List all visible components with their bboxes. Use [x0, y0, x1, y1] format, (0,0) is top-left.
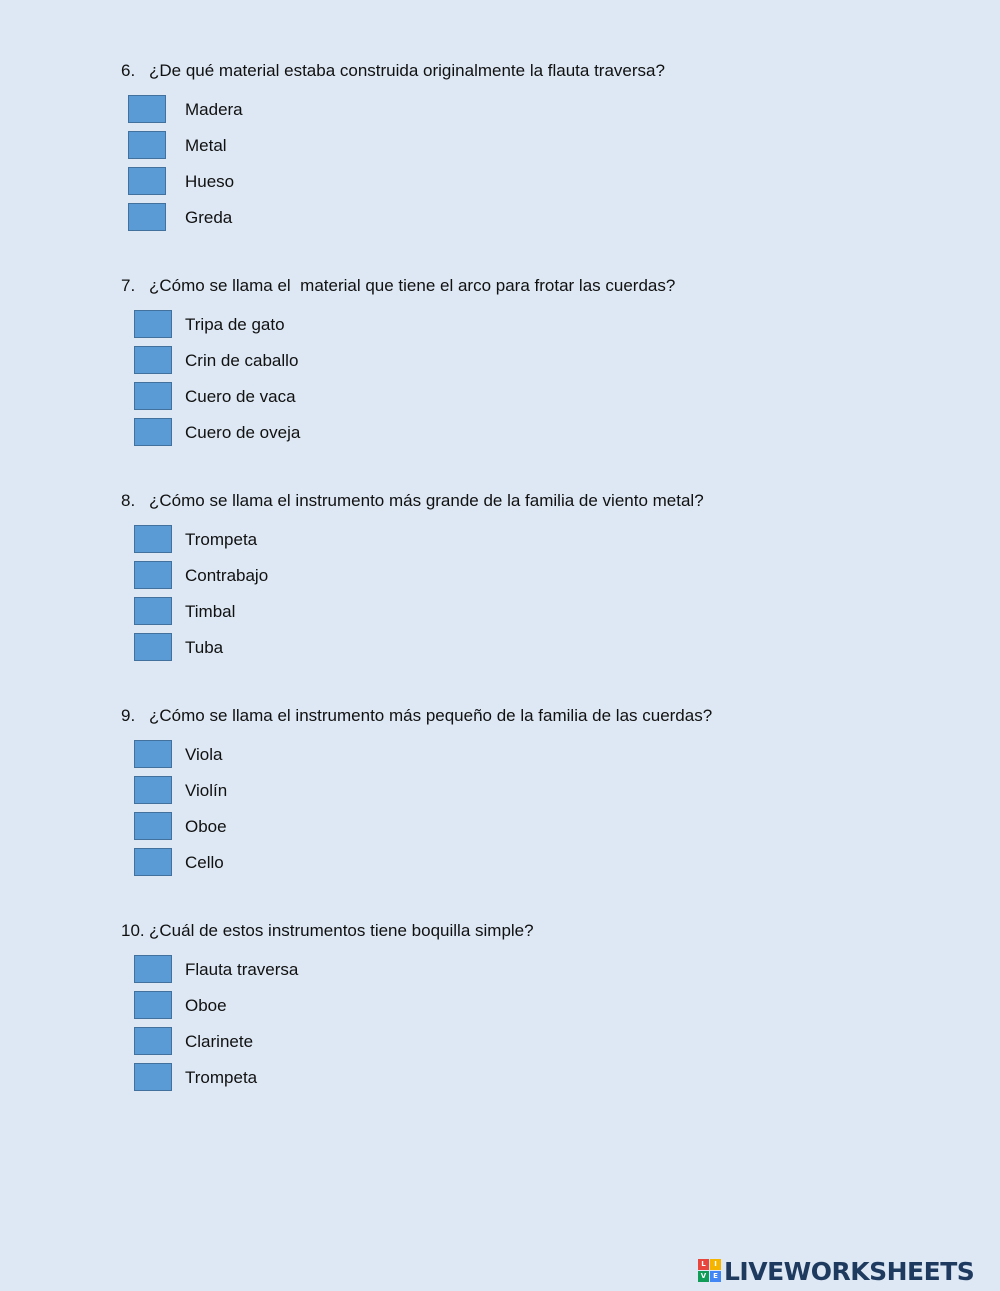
answer-checkbox[interactable]: [134, 740, 172, 768]
option: [121, 991, 981, 1027]
question-10: [121, 920, 981, 1099]
answer-checkbox[interactable]: [134, 382, 172, 410]
logo-block: E: [710, 1271, 721, 1282]
question-number: 8.: [121, 491, 136, 510]
answer-checkbox[interactable]: [134, 310, 172, 338]
option-label: Flauta traversa: [185, 960, 299, 979]
question-8: [121, 490, 981, 669]
logo-block: V: [698, 1271, 709, 1282]
options-list: [121, 955, 981, 1099]
answer-checkbox[interactable]: [134, 561, 172, 589]
question-prompt: ¿De qué material estaba construida originalmente la flauta traversa?: [149, 61, 665, 80]
question-text: [121, 920, 981, 942]
option-label: Violín: [185, 781, 228, 800]
option: [121, 597, 981, 633]
option-label: Tuba: [185, 638, 224, 657]
option-label: Trompeta: [185, 1068, 258, 1087]
option-label: Cuero de oveja: [185, 423, 301, 442]
option: [121, 167, 981, 203]
option-label: Metal: [185, 136, 227, 155]
answer-checkbox[interactable]: [134, 776, 172, 804]
logo-text: LIVEWORKSHEETS: [724, 1256, 975, 1286]
liveworksheets-logo: [698, 1256, 974, 1286]
answer-checkbox[interactable]: [134, 1063, 172, 1091]
option: [121, 633, 981, 669]
option: [121, 848, 981, 884]
question-text: [121, 60, 981, 82]
option-label: Timbal: [185, 602, 236, 621]
option-label: Clarinete: [185, 1032, 254, 1051]
question-text: [121, 275, 981, 297]
answer-checkbox[interactable]: [134, 633, 172, 661]
question-prompt: ¿Cómo se llama el instrumento más pequeño de la familia de las cuerdas?: [149, 706, 713, 725]
answer-checkbox[interactable]: [134, 848, 172, 876]
option-label: Oboe: [185, 817, 227, 836]
option: [121, 812, 981, 848]
option-label: Oboe: [185, 996, 227, 1015]
options-list: [121, 740, 981, 884]
logo-block: L: [698, 1259, 709, 1270]
option-label: Madera: [185, 100, 243, 119]
option-label: Cuero de vaca: [185, 387, 296, 406]
option: [121, 203, 981, 239]
option-label: Viola: [185, 745, 223, 764]
option: [121, 740, 981, 776]
option: [121, 95, 981, 131]
answer-checkbox[interactable]: [134, 955, 172, 983]
options-list: [121, 95, 981, 239]
option-label: Cello: [185, 853, 224, 872]
option: [121, 310, 981, 346]
option-label: Crin de caballo: [185, 351, 299, 370]
options-list: [121, 310, 981, 454]
option-label: Greda: [185, 208, 233, 227]
option: [121, 776, 981, 812]
option: [121, 955, 981, 991]
question-prompt: ¿Cómo se llama el instrumento más grande de la familia de viento metal?: [149, 491, 704, 510]
option: [121, 346, 981, 382]
logo-block: I: [710, 1259, 721, 1270]
question-number: 9.: [121, 706, 136, 725]
question-number: 7.: [121, 276, 136, 295]
answer-checkbox[interactable]: [128, 203, 166, 231]
option: [121, 525, 981, 561]
answer-checkbox[interactable]: [134, 418, 172, 446]
answer-checkbox[interactable]: [134, 1027, 172, 1055]
answer-checkbox[interactable]: [128, 131, 166, 159]
option-label: Trompeta: [185, 530, 258, 549]
option: [121, 382, 981, 418]
option-label: Tripa de gato: [185, 315, 285, 334]
answer-checkbox[interactable]: [128, 95, 166, 123]
question-prompt: ¿Cómo se llama el material que tiene el arco para frotar las cuerdas?: [149, 276, 676, 295]
liveworksheets-blocks-icon: [698, 1259, 722, 1283]
option-label: Hueso: [185, 172, 235, 191]
option: [121, 1027, 981, 1063]
answer-checkbox[interactable]: [134, 812, 172, 840]
question-number: 10.: [121, 921, 145, 940]
question-9: [121, 705, 981, 884]
option: [121, 131, 981, 167]
option: [121, 1063, 981, 1099]
answer-checkbox[interactable]: [134, 597, 172, 625]
option: [121, 418, 981, 454]
question-text: [121, 490, 981, 512]
question-text: [121, 705, 981, 727]
option: [121, 561, 981, 597]
option-label: Contrabajo: [185, 566, 269, 585]
answer-checkbox[interactable]: [128, 167, 166, 195]
question-number: 6.: [121, 61, 136, 80]
answer-checkbox[interactable]: [134, 525, 172, 553]
options-list: [121, 525, 981, 669]
question-7: [121, 275, 981, 454]
question-prompt: ¿Cuál de estos instrumentos tiene boquilla simple?: [149, 921, 534, 940]
answer-checkbox[interactable]: [134, 346, 172, 374]
question-6: [121, 60, 981, 239]
answer-checkbox[interactable]: [134, 991, 172, 1019]
